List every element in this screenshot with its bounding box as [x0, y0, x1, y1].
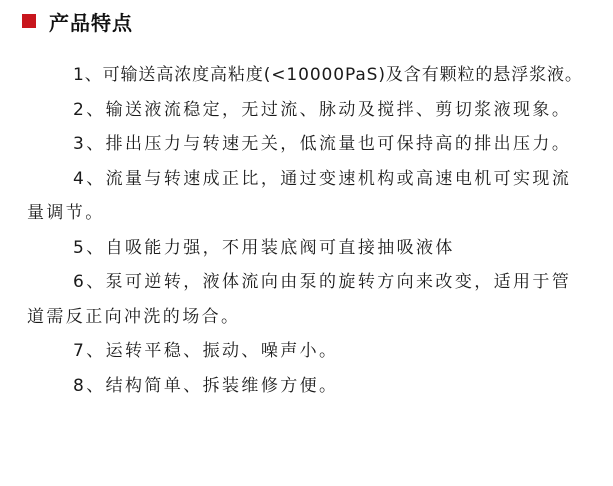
feature-item-2: 2、输送液流稳定，无过流、脉动及搅拌、剪切浆液现象。: [73, 99, 572, 120]
feature-item-4: 4、流量与转速成正比，通过变速机构或高速电机可实现流量调节。: [27, 168, 572, 223]
section-title: 产品特点: [49, 10, 133, 35]
feature-item-7: 7、运转平稳、振动、噪声小。: [73, 341, 339, 361]
red-square-icon: [22, 14, 36, 28]
feature-item-3: 3、排出压力与转速无关，低流量也可保持高的排出压力。: [73, 134, 572, 154]
feature-list: [27, 58, 587, 403]
feature-item-6: 6、泵可逆转，液体流向由泵的旋转方向来改变，适用于管道需反正向冲洗的场合。: [27, 272, 572, 327]
section-header: [22, 6, 133, 36]
feature-item-5: 5、自吸能力强，不用装底阀可直接抽吸液体: [73, 237, 455, 258]
feature-item-8: 8、结构简单、拆装维修方便。: [73, 375, 339, 396]
feature-item-1: 1、可输送高浓度高粘度(<10000PaS)及含有颗粒的悬浮浆液。: [73, 65, 583, 85]
